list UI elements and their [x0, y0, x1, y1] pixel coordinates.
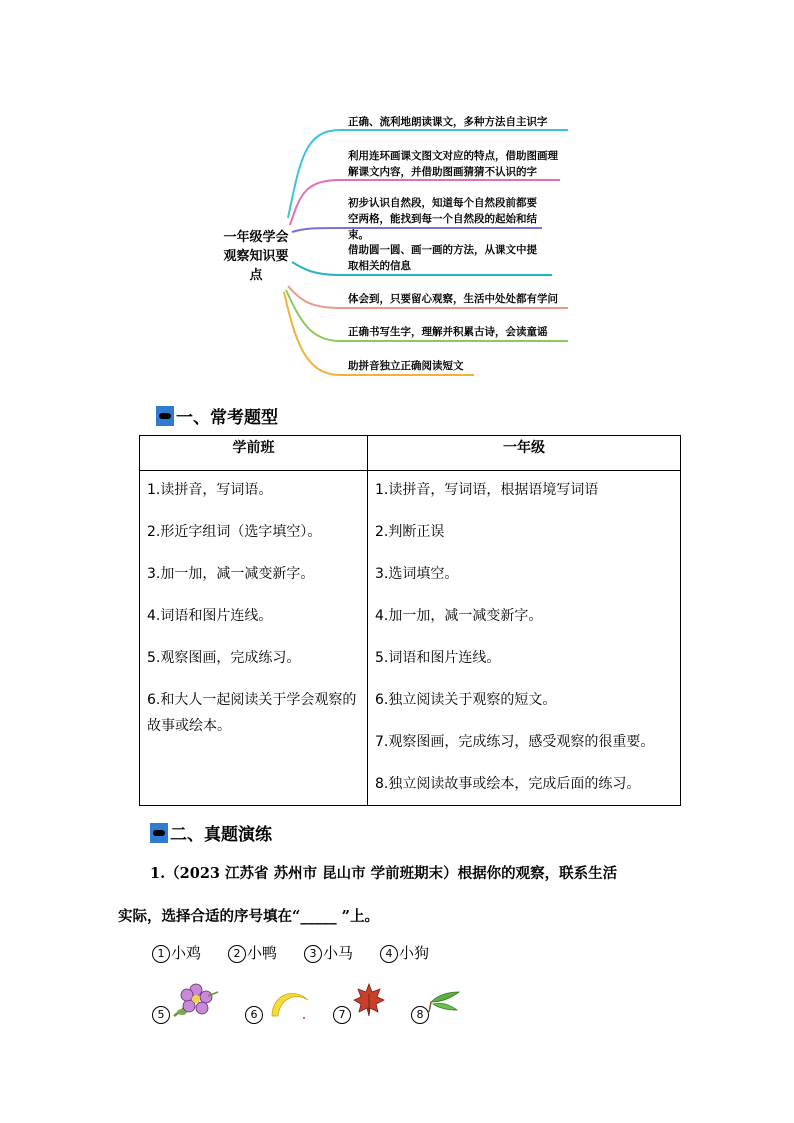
table-cell-grade1 — [368, 471, 681, 806]
option-label: 小马 — [323, 944, 354, 962]
list-item: 3.选词填空。 — [375, 566, 459, 582]
list-item: 4.词语和图片连线。 — [147, 608, 273, 624]
mindmap-branch-4: 借助圆一圆、画一画的方法，从课文中提取相关的信息 — [348, 244, 537, 272]
option-4 — [380, 942, 429, 963]
list-item: 7.观察图画，完成练习，感受观察的很重要。 — [375, 734, 655, 750]
list-item: 8.独立阅读故事或绘本，完成后面的练习。 — [375, 776, 641, 792]
section1-title: 一、常考题型 — [176, 408, 278, 428]
mindmap — [0, 0, 794, 400]
list-item: 4.加一加，减一减变新字。 — [375, 608, 543, 624]
table-header-grade1: 一年级 — [368, 436, 681, 471]
mindmap-branch-2: 利用连环画课文图文对应的特点，借助图画理解课文内容，并借助图画猜猜不认识的字 — [348, 150, 558, 178]
mindmap-branch-1: 正确、流利地朗读课文，多种方法自主识字 — [348, 116, 548, 128]
list-item: 3.加一加，减一减变新字。 — [147, 566, 315, 582]
bamboo-leaf-icon — [427, 988, 461, 1016]
section1-heading — [156, 403, 278, 428]
option-label: 小鸭 — [247, 944, 278, 962]
mindmap-center-title: 一年级学会观察知识要点 — [223, 230, 289, 283]
picture-option-5 — [152, 1004, 171, 1024]
mindmap-branch-3: 初步认识自然段，知道每个自然段前都要空两格，能找到每一个自然段的起始和结束。 — [348, 197, 537, 241]
picture-number: 8 — [411, 1006, 429, 1024]
list-item: 2.判断正误 — [375, 524, 445, 540]
list-item: 1.读拼音，写词语，根据语境写词语 — [375, 482, 599, 498]
list-item: 6.独立阅读关于观察的短文。 — [375, 692, 557, 708]
list-item: 6.和大人一起阅读关于学会观察的故事或绘本。 — [147, 692, 357, 734]
picture-option-6 — [245, 1004, 264, 1024]
table-cell-preschool — [140, 471, 368, 806]
picture-number: 5 — [152, 1006, 170, 1024]
option-1 — [152, 942, 201, 963]
section2-title: 二、真题演练 — [170, 825, 272, 845]
list-item: 2.形近字组词（选字填空）。 — [147, 524, 322, 540]
option-3 — [304, 942, 353, 963]
list-item: 1.读拼音，写词语。 — [147, 482, 273, 498]
option-label: 小鸡 — [171, 944, 202, 962]
flower-icon — [170, 982, 220, 1020]
table-header-preschool: 学前班 — [140, 436, 368, 471]
list-item: 5.观察图画，完成练习。 — [147, 650, 301, 666]
mindmap-branch-7: 助拼音独立正确阅读短文 — [348, 360, 464, 372]
picture-option-7 — [333, 1004, 352, 1024]
section-bullet-icon — [150, 823, 168, 843]
section2-heading — [150, 820, 272, 845]
option-number: 2 — [228, 945, 246, 963]
maple-leaf-icon — [352, 982, 386, 1018]
section-bullet-icon — [156, 406, 174, 426]
question-type-table — [139, 435, 681, 806]
mindmap-branch-5: 体会到，只要留心观察，生活中处处都有学问 — [348, 293, 558, 305]
option-number: 3 — [304, 945, 322, 963]
picture-number: 7 — [333, 1006, 351, 1024]
question-line-1: 1.（2023 江苏省 苏州市 昆山市 学前班期末）根据你的观察，联系生活 — [150, 865, 618, 882]
crescent-moon-icon — [268, 986, 310, 1020]
option-number: 1 — [152, 945, 170, 963]
mindmap-branch-6: 正确书写生字，理解并积累古诗，会读童谣 — [348, 326, 548, 338]
option-label: 小狗 — [399, 944, 430, 962]
list-item: 5.词语和图片连线。 — [375, 650, 501, 666]
option-number: 4 — [380, 945, 398, 963]
option-2 — [228, 942, 277, 963]
picture-number: 6 — [245, 1006, 263, 1024]
question-line-2: 实际，选择合适的序号填在“_____ ”上。 — [118, 908, 379, 925]
